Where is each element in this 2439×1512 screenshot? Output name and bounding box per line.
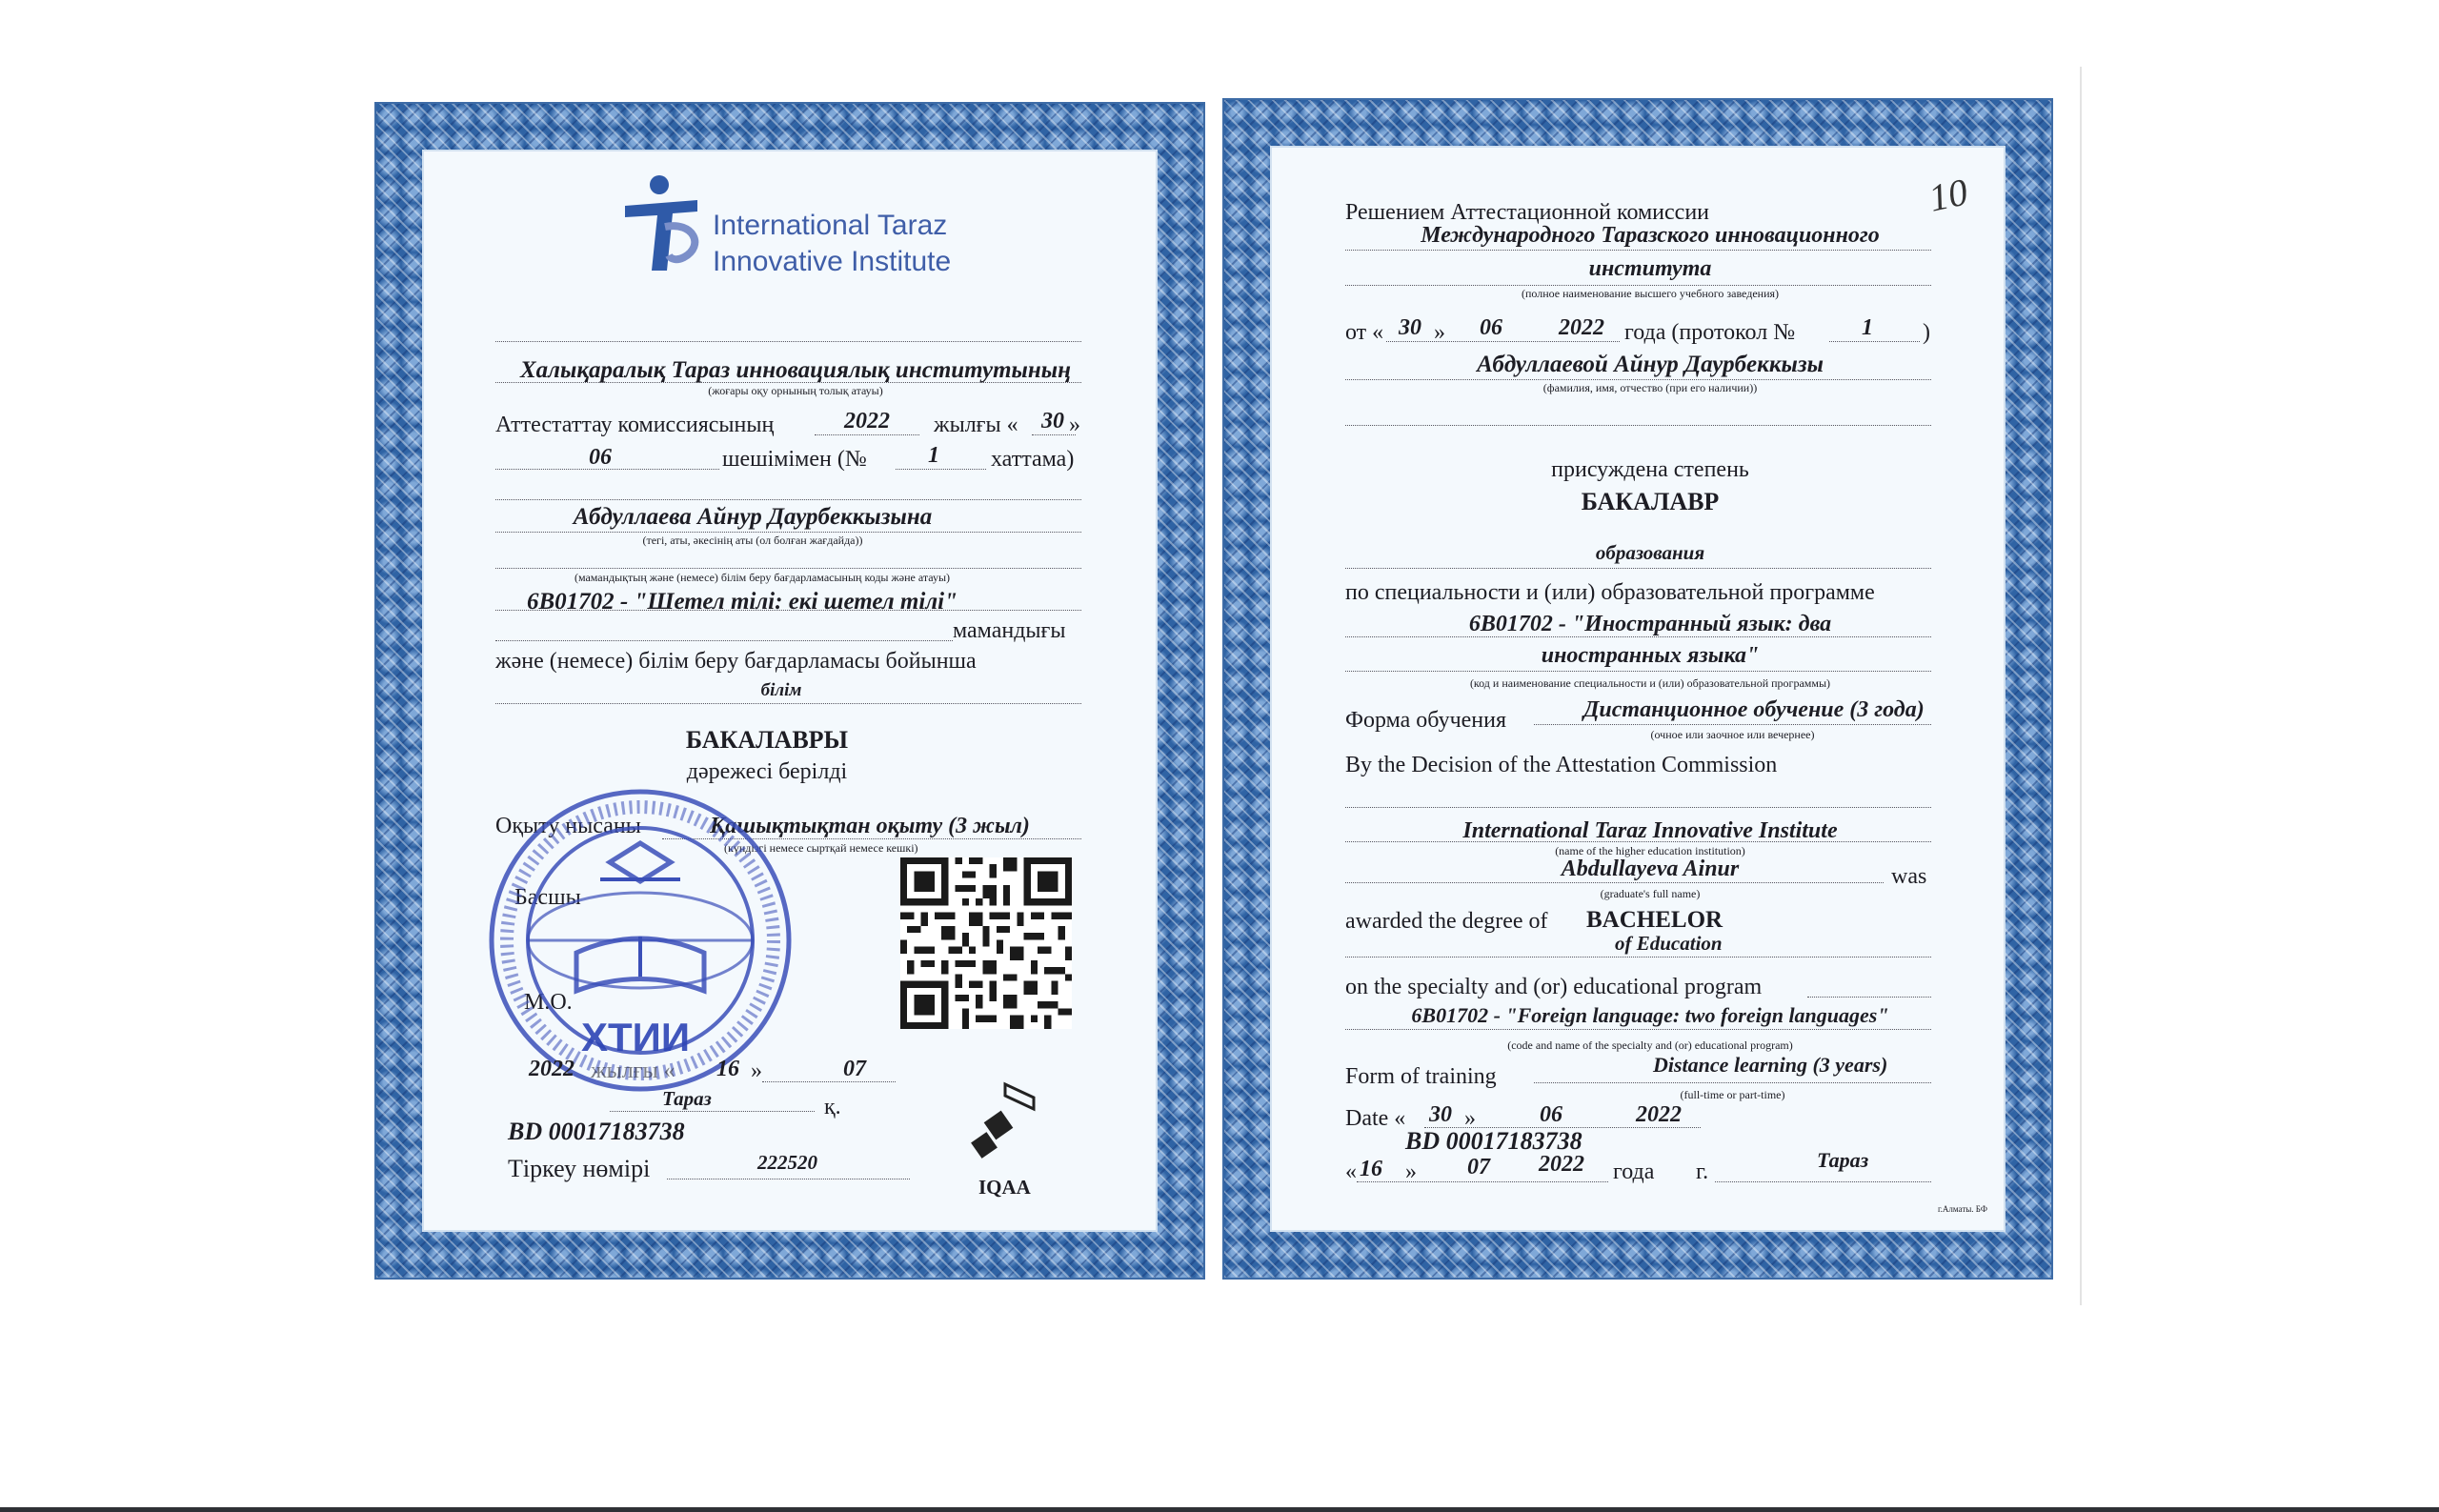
institution-name-kz: Халықаралық Тараз инновациялық институтының <box>520 357 1071 383</box>
study-form-kz: Қашықтықтан оқыту (3 жыл) <box>710 814 1030 838</box>
serial-ru: BD 00017183738 <box>1405 1127 1582 1155</box>
qr-code <box>900 857 1072 1029</box>
decision-month-ru: 06 <box>1480 315 1502 340</box>
commission-label-kz: Аттестаттау комиссиясының <box>495 413 775 437</box>
iqaa-label: IQAA <box>978 1176 1031 1199</box>
decision-en: By the Decision of the Attestation Commission <box>1345 753 1778 777</box>
scan-edge-bottom <box>0 1507 2439 1512</box>
full-name-en: Abdullayeva Ainur <box>1561 857 1740 881</box>
specialty-ru-caption: (код и наименование специальности и (или) образовательной программы) <box>1469 676 1831 690</box>
quote-close-kz: » <box>1069 413 1080 437</box>
year-suffix-kz: жылғы « <box>934 413 1018 437</box>
specialty-label-ru: по специальности и (или) образовательной программе <box>1345 580 1875 605</box>
field-kz: білім <box>760 680 802 700</box>
program-label-kz: және (немесе) білім беру бағдарламасы бойынша <box>495 649 977 674</box>
institution-caption-kz: (жоғары оқу орнының толық атауы) <box>708 384 883 397</box>
logo-text-line1: International Taraz <box>713 210 948 241</box>
scan-edge-right <box>2080 67 2082 1305</box>
specialty-ru-line2: иностранных языка" <box>1541 643 1760 668</box>
institution-ru-line1: Международного Таразского инновационного <box>1421 223 1880 248</box>
issue-year-label-ru: года <box>1613 1159 1655 1184</box>
decision-day-kz: 30 <box>1041 409 1064 433</box>
study-form-ru-caption: (очное или заочное или вечернее) <box>1650 728 1815 741</box>
degree-kz: БАКАЛАВРЫ <box>685 726 849 754</box>
decision-year-kz: 2022 <box>844 409 890 433</box>
institute-logo-icon <box>617 171 709 276</box>
decision-month-kz: 06 <box>589 445 612 470</box>
issue-day-kz: 16 <box>716 1057 739 1081</box>
institution-ru-caption: (полное наименование высшего учебного заведения) <box>1521 287 1780 300</box>
protocol-suffix-kz: хаттама) <box>991 447 1075 472</box>
issue-month-ru: 07 <box>1467 1155 1490 1179</box>
was-label-en: was <box>1891 864 1927 889</box>
city-label-ru: г. <box>1696 1159 1709 1184</box>
study-form-label-kz: Оқыту нысаны <box>495 814 641 838</box>
awarded-en: awarded the degree of <box>1345 909 1548 934</box>
awarded-ru: присуждена степень <box>1551 457 1749 482</box>
decision-day-ru: 30 <box>1399 315 1421 340</box>
field-ru: образования <box>1595 541 1705 564</box>
protocol-label-ru: года (протокол № <box>1624 320 1796 345</box>
serial-kz: BD 00017183738 <box>508 1118 685 1145</box>
issue-year-suffix-kz: жылғы « <box>591 1058 675 1083</box>
city-ru: Тараз <box>1817 1148 1869 1172</box>
decision-year-ru: 2022 <box>1559 315 1604 340</box>
city-suffix-kz: қ. <box>824 1095 841 1119</box>
name-caption-kz: (тегі, аты, әкесінің аты (ол болған жағдайда)) <box>642 534 863 547</box>
date-day-close-en: » <box>1464 1106 1476 1131</box>
specialty-kz: 6В01702 - "Шетел тілі: екі шетел тілі" <box>527 589 957 615</box>
full-name-ru-caption: (фамилия, имя, отчество (при его наличии)) <box>1542 381 1758 394</box>
study-form-en-caption: (full-time or part-time) <box>1680 1088 1785 1101</box>
degree-awarded-kz: дәрежесі берілді <box>686 759 848 784</box>
reg-number-kz: 222520 <box>757 1151 817 1174</box>
institution-ru-line2: института <box>1588 256 1712 281</box>
issue-day-close-kz: » <box>751 1058 762 1083</box>
iqaa-logo-icon <box>967 1077 1043 1172</box>
issue-day-ru: 16 <box>1360 1157 1382 1181</box>
full-name-ru: Абдуллаевой Айнур Даурбеккызы <box>1477 352 1824 377</box>
logo-text-line2: Innovative Institute <box>713 246 952 277</box>
degree-en: BACHELOR <box>1586 907 1723 933</box>
study-form-label-en: Form of training <box>1345 1064 1497 1089</box>
study-form-ru: Дистанционное обучение (3 года) <box>1583 697 1925 722</box>
specialty-suffix-kz: мамандығы <box>953 618 1066 643</box>
full-name-en-caption: (graduate's full name) <box>1600 887 1701 900</box>
date-label-en: Date « <box>1345 1106 1406 1131</box>
decision-ru: Решением Аттестационной комиссии <box>1345 200 1710 225</box>
date-day-en: 30 <box>1429 1102 1452 1127</box>
seal-label-kz: М.О. <box>524 990 573 1015</box>
date-year-en: 2022 <box>1636 1102 1682 1127</box>
city-kz: Тараз <box>662 1087 712 1110</box>
issue-year-ru: 2022 <box>1539 1152 1584 1177</box>
degree-ru: БАКАЛАВР <box>1581 488 1720 515</box>
full-name-kz: Абдуллаева Айнур Даурбеккызына <box>573 504 933 530</box>
issue-open-ru: « <box>1345 1159 1357 1184</box>
printer-mark: г.Алматы. БФ <box>1938 1204 1987 1214</box>
study-form-caption-kz: (күндізгі немесе сыртқай немесе кешкі) <box>724 841 918 855</box>
issue-year-kz: 2022 <box>529 1057 574 1081</box>
reg-label-kz: Тіркеу нөмірі <box>508 1155 651 1182</box>
protocol-number-ru: 1 <box>1862 315 1873 340</box>
field-en: of Education <box>1615 932 1723 955</box>
stamp-text: ХТИИ <box>581 1015 691 1059</box>
specialty-en: 6B01702 - "Foreign language: two foreign languages" <box>1411 1003 1889 1027</box>
decision-day-close-ru: » <box>1434 320 1445 345</box>
protocol-close-ru: ) <box>1923 320 1930 345</box>
specialty-caption-kz: (мамандықтың және (немесе) білім беру бағдарламасының коды және атауы) <box>574 571 951 584</box>
issue-close-ru: » <box>1405 1159 1417 1184</box>
study-form-label-ru: Форма обучения <box>1345 708 1507 733</box>
date-month-en: 06 <box>1540 1102 1562 1127</box>
issue-month-kz: 07 <box>843 1057 866 1081</box>
decision-label-kz: шешімімен (№ <box>722 447 867 472</box>
specialty-en-caption: (code and name of the specialty and (or) educational program) <box>1507 1038 1793 1052</box>
protocol-number-kz: 1 <box>928 443 939 468</box>
specialty-ru-line1: 6В01702 - "Иностранный язык: два <box>1468 612 1832 636</box>
specialty-label-en: on the specialty and (or) educational program <box>1345 975 1763 999</box>
institution-en-caption: (name of the higher education institution) <box>1555 844 1745 857</box>
study-form-en: Distance learning (3 years) <box>1653 1053 1888 1077</box>
head-label-kz: Басшы <box>514 885 581 910</box>
corner-handwritten-mark: 10 <box>1925 170 1972 220</box>
from-label-ru: от « <box>1345 320 1384 345</box>
institution-en: International Taraz Innovative Institute <box>1462 818 1838 843</box>
